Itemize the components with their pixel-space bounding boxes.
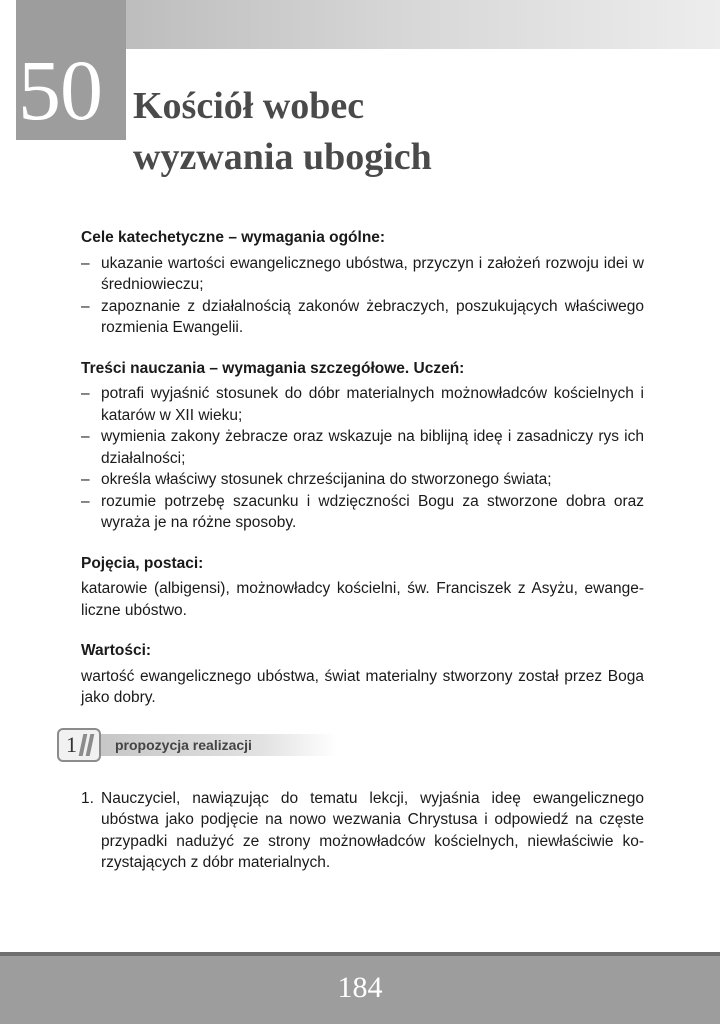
title-line-2: wyzwania ubogich [133,136,432,178]
section-heading: Treści nauczania – wymagania szczegółowe. Uczeń: [81,359,465,377]
list-item: – zapoznanie z działalnością zakonów żebraczych, poszukujących właściwego rozmienia Ewangelii. [81,296,644,339]
section-goals [81,227,644,339]
list-item: – potrafi wyjaśnić stosunek do dóbr materialnych możnowładców kościelnych i katarów w XII wieku; [81,383,644,426]
main-content [66,227,644,874]
step-text: Nauczyciel, nawiązując do tematu lekcji, wyjaśnia ideę ewangelicznego ubóstwa jako podjęcie na nowo wezwania Chrystusa i odpowiedź na częste przypadki nadużyć ze strony możnowładców kościelnych, niewłaściwie korzystających z dóbr materialnych. [101,789,644,871]
title-line-1: Kościół wobec [133,85,365,127]
goals-list [81,253,644,339]
book-icon [57,728,101,762]
banner-label: propozycja realizacji [115,736,252,753]
section-heading: Pojęcia, postaci: [81,554,204,572]
section-concepts [81,553,644,622]
section-heading: Wartości: [81,642,152,659]
banner-number: 1 [66,731,77,757]
section-values [81,640,644,709]
chapter-number: 50 [18,42,102,138]
list-item: – rozumie potrzebę szacunku i wdzięczności Bogu za stworzone dobra oraz wyraża je na różne sposoby. [81,491,644,534]
section-heading: Cele katechetyczne – wymagania ogólne: [81,229,386,246]
page-footer [0,952,720,1024]
proposal-banner [57,728,644,764]
page-number: 184 [337,971,383,1004]
list-item: – ukazanie wartości ewangelicznego ubóstwa, przyczyn i założeń rozwoju idei w średniowieczu; [81,253,644,296]
requirements-list [81,383,644,534]
list-item: – wymienia zakony żebracze oraz wskazuje na biblijną ideę i zasadniczy rys ich działalności; [81,426,644,469]
list-item: – określa właściwy stosunek chrześcijanina do stworzonego świata; [81,469,644,491]
concepts-text: katarowie (albigensi), możnowładcy kościelni, św. Franciszek z Asyżu, ewangeliczne ubóstwo. [81,580,644,619]
values-text: wartość ewangelicznego ubóstwa, świat materialny stworzony został przez Boga jako dobry. [81,667,644,706]
header-band [126,0,720,49]
step-number: 1. [81,789,94,807]
page-title [133,81,693,183]
proposal-steps [81,788,644,874]
section-content-requirements [81,358,644,534]
step-item [81,788,644,874]
